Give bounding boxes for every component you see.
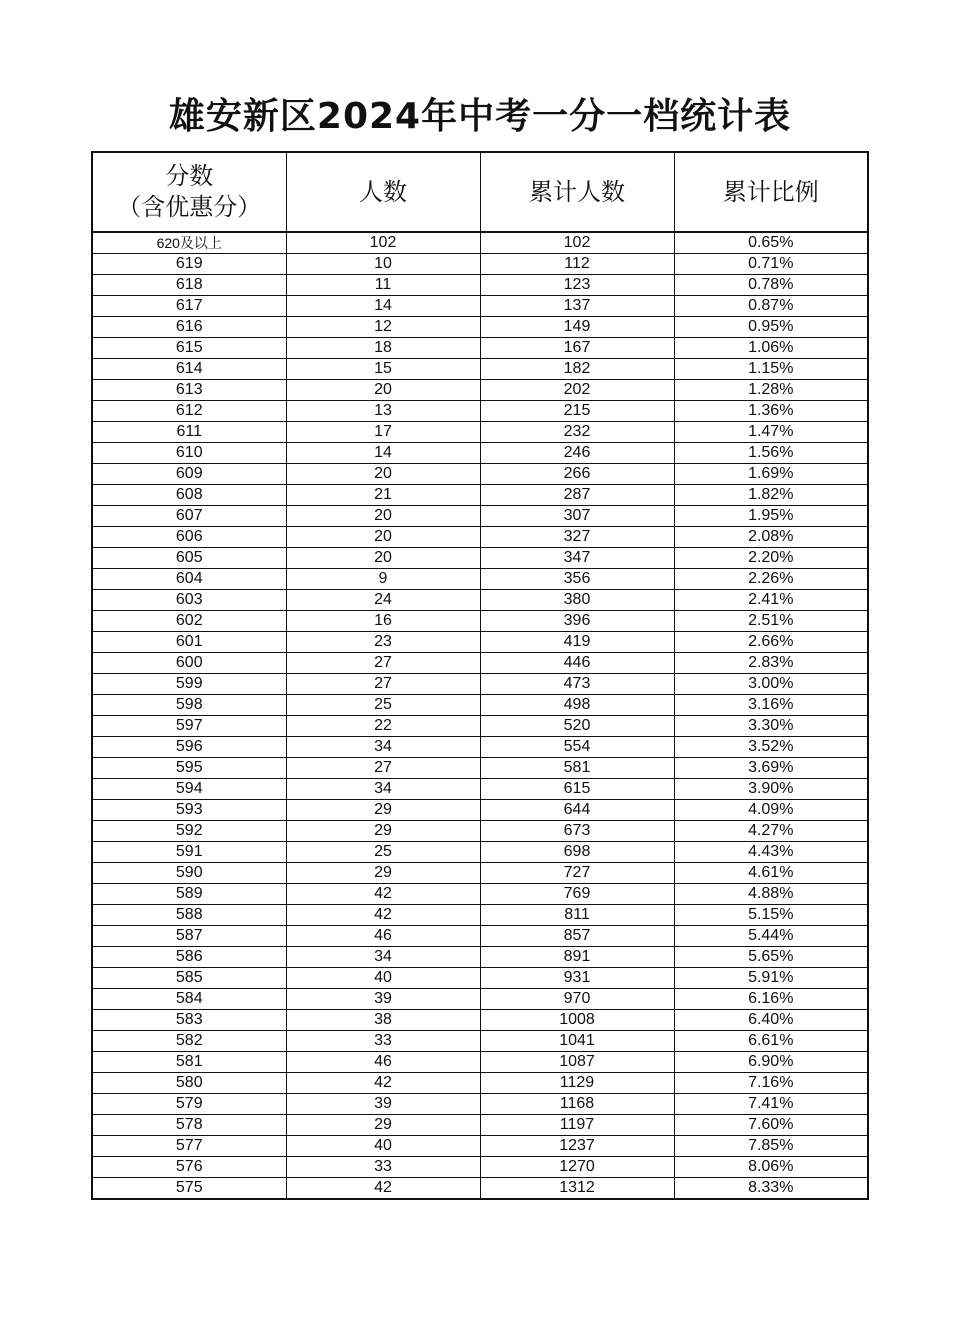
table-row	[92, 947, 868, 968]
cumulative-count-cell: 419	[480, 632, 674, 653]
cumulative-ratio-cell: 6.90%	[674, 1052, 868, 1073]
cumulative-count-cell: 182	[480, 359, 674, 380]
count-cell: 27	[286, 758, 480, 779]
count-cell: 23	[286, 632, 480, 653]
table-row	[92, 443, 868, 464]
header-score-label: 分数	[165, 162, 214, 190]
score-cell: 617	[92, 296, 286, 317]
cumulative-count-cell: 102	[480, 232, 674, 254]
table-row	[92, 821, 868, 842]
score-cell: 585	[92, 968, 286, 989]
cumulative-ratio-cell: 3.69%	[674, 758, 868, 779]
cumulative-count-cell: 347	[480, 548, 674, 569]
cumulative-ratio-cell: 2.26%	[674, 569, 868, 590]
cumulative-ratio-cell: 7.41%	[674, 1094, 868, 1115]
table-row	[92, 842, 868, 863]
count-cell: 40	[286, 1136, 480, 1157]
table-row	[92, 359, 868, 380]
count-cell: 29	[286, 821, 480, 842]
cumulative-ratio-cell: 4.27%	[674, 821, 868, 842]
cumulative-ratio-cell: 3.52%	[674, 737, 868, 758]
count-cell: 39	[286, 1094, 480, 1115]
score-cell: 596	[92, 737, 286, 758]
cumulative-count-cell: 1041	[480, 1031, 674, 1052]
table-row	[92, 401, 868, 422]
cumulative-count-cell: 446	[480, 653, 674, 674]
table-row	[92, 1010, 868, 1031]
cumulative-ratio-cell: 4.61%	[674, 863, 868, 884]
cumulative-count-cell: 1129	[480, 1073, 674, 1094]
score-cell: 581	[92, 1052, 286, 1073]
table-row	[92, 632, 868, 653]
table-row	[92, 1094, 868, 1115]
score-cell: 614	[92, 359, 286, 380]
cumulative-count-cell: 266	[480, 464, 674, 485]
cumulative-count-cell: 520	[480, 716, 674, 737]
cumulative-ratio-cell: 4.43%	[674, 842, 868, 863]
header-count: 人数	[286, 152, 480, 232]
table-row	[92, 716, 868, 737]
score-cell: 587	[92, 926, 286, 947]
cumulative-ratio-cell: 5.44%	[674, 926, 868, 947]
cumulative-ratio-cell: 3.90%	[674, 779, 868, 800]
count-cell: 40	[286, 968, 480, 989]
count-cell: 29	[286, 1115, 480, 1136]
score-cell: 591	[92, 842, 286, 863]
count-cell: 102	[286, 232, 480, 254]
cumulative-count-cell: 857	[480, 926, 674, 947]
cumulative-ratio-cell: 1.28%	[674, 380, 868, 401]
count-cell: 13	[286, 401, 480, 422]
cumulative-ratio-cell: 8.33%	[674, 1178, 868, 1200]
count-cell: 42	[286, 1178, 480, 1200]
cumulative-ratio-cell: 5.91%	[674, 968, 868, 989]
score-cell: 598	[92, 695, 286, 716]
cumulative-count-cell: 396	[480, 611, 674, 632]
count-cell: 46	[286, 926, 480, 947]
table-row	[92, 611, 868, 632]
cumulative-ratio-cell: 1.15%	[674, 359, 868, 380]
cumulative-count-cell: 727	[480, 863, 674, 884]
cumulative-ratio-cell: 3.16%	[674, 695, 868, 716]
count-cell: 12	[286, 317, 480, 338]
count-cell: 34	[286, 779, 480, 800]
count-cell: 15	[286, 359, 480, 380]
cumulative-count-cell: 769	[480, 884, 674, 905]
table-row	[92, 1073, 868, 1094]
score-distribution-table	[91, 151, 869, 1200]
cumulative-ratio-cell: 5.65%	[674, 947, 868, 968]
table-row	[92, 800, 868, 821]
cumulative-count-cell: 615	[480, 779, 674, 800]
cumulative-ratio-cell: 1.69%	[674, 464, 868, 485]
score-cell: 580	[92, 1073, 286, 1094]
cumulative-ratio-cell: 0.78%	[674, 275, 868, 296]
count-cell: 20	[286, 527, 480, 548]
count-cell: 38	[286, 1010, 480, 1031]
table-row	[92, 758, 868, 779]
table-row	[92, 905, 868, 926]
score-cell: 593	[92, 800, 286, 821]
cumulative-ratio-cell: 2.20%	[674, 548, 868, 569]
count-cell: 14	[286, 296, 480, 317]
score-cell: 584	[92, 989, 286, 1010]
header-cumulative-ratio: 累计比例	[674, 152, 868, 232]
score-cell: 613	[92, 380, 286, 401]
cumulative-count-cell: 327	[480, 527, 674, 548]
cumulative-count-cell: 1312	[480, 1178, 674, 1200]
score-cell: 620及以上	[92, 232, 286, 254]
cumulative-ratio-cell: 1.06%	[674, 338, 868, 359]
cumulative-ratio-cell: 7.16%	[674, 1073, 868, 1094]
table-row	[92, 296, 868, 317]
count-cell: 21	[286, 485, 480, 506]
table-row	[92, 338, 868, 359]
cumulative-count-cell: 931	[480, 968, 674, 989]
cumulative-ratio-cell: 4.09%	[674, 800, 868, 821]
cumulative-count-cell: 1008	[480, 1010, 674, 1031]
count-cell: 27	[286, 674, 480, 695]
cumulative-ratio-cell: 1.36%	[674, 401, 868, 422]
cumulative-ratio-cell: 8.06%	[674, 1157, 868, 1178]
cumulative-count-cell: 673	[480, 821, 674, 842]
score-cell: 607	[92, 506, 286, 527]
cumulative-ratio-cell: 1.95%	[674, 506, 868, 527]
cumulative-count-cell: 498	[480, 695, 674, 716]
cumulative-count-cell: 167	[480, 338, 674, 359]
score-cell: 588	[92, 905, 286, 926]
cumulative-ratio-cell: 0.71%	[674, 254, 868, 275]
cumulative-ratio-cell: 6.61%	[674, 1031, 868, 1052]
count-cell: 20	[286, 464, 480, 485]
table-row	[92, 422, 868, 443]
table-row	[92, 989, 868, 1010]
score-cell: 616	[92, 317, 286, 338]
table-row	[92, 1031, 868, 1052]
score-cell: 599	[92, 674, 286, 695]
cumulative-count-cell: 246	[480, 443, 674, 464]
table-row	[92, 569, 868, 590]
header-score-note: （含优惠分）	[117, 193, 262, 221]
cumulative-ratio-cell: 7.60%	[674, 1115, 868, 1136]
cumulative-ratio-cell: 1.82%	[674, 485, 868, 506]
table-row	[92, 548, 868, 569]
table-row	[92, 863, 868, 884]
count-cell: 22	[286, 716, 480, 737]
page-title: 雄安新区2024年中考一分一档统计表	[168, 96, 792, 138]
cumulative-count-cell: 202	[480, 380, 674, 401]
score-cell: 618	[92, 275, 286, 296]
cumulative-count-cell: 287	[480, 485, 674, 506]
count-cell: 20	[286, 548, 480, 569]
table-row	[92, 317, 868, 338]
cumulative-ratio-cell: 1.56%	[674, 443, 868, 464]
cumulative-count-cell: 1270	[480, 1157, 674, 1178]
cumulative-ratio-cell: 2.41%	[674, 590, 868, 611]
table-row	[92, 779, 868, 800]
table-row	[92, 737, 868, 758]
score-cell: 592	[92, 821, 286, 842]
cumulative-count-cell: 307	[480, 506, 674, 527]
cumulative-ratio-cell: 2.08%	[674, 527, 868, 548]
score-cell: 610	[92, 443, 286, 464]
count-cell: 11	[286, 275, 480, 296]
score-cell: 602	[92, 611, 286, 632]
cumulative-count-cell: 811	[480, 905, 674, 926]
score-cell: 604	[92, 569, 286, 590]
count-cell: 42	[286, 905, 480, 926]
score-cell: 609	[92, 464, 286, 485]
count-cell: 10	[286, 254, 480, 275]
score-cell: 601	[92, 632, 286, 653]
cumulative-ratio-cell: 0.65%	[674, 232, 868, 254]
count-cell: 24	[286, 590, 480, 611]
table-row	[92, 380, 868, 401]
count-cell: 14	[286, 443, 480, 464]
cumulative-ratio-cell: 7.85%	[674, 1136, 868, 1157]
score-cell: 605	[92, 548, 286, 569]
score-cell: 612	[92, 401, 286, 422]
count-cell: 29	[286, 800, 480, 821]
score-cell: 615	[92, 338, 286, 359]
score-cell: 611	[92, 422, 286, 443]
table-row	[92, 653, 868, 674]
cumulative-ratio-cell: 5.15%	[674, 905, 868, 926]
cumulative-ratio-cell: 3.00%	[674, 674, 868, 695]
table-row	[92, 695, 868, 716]
score-cell: 608	[92, 485, 286, 506]
score-cell: 590	[92, 863, 286, 884]
score-cell: 577	[92, 1136, 286, 1157]
cumulative-count-cell: 1197	[480, 1115, 674, 1136]
table-row	[92, 485, 868, 506]
cumulative-count-cell: 232	[480, 422, 674, 443]
score-cell: 578	[92, 1115, 286, 1136]
score-cell: 600	[92, 653, 286, 674]
cumulative-ratio-cell: 0.95%	[674, 317, 868, 338]
cumulative-count-cell: 891	[480, 947, 674, 968]
table-row	[92, 1136, 868, 1157]
count-cell: 25	[286, 842, 480, 863]
cumulative-count-cell: 644	[480, 800, 674, 821]
cumulative-ratio-cell: 2.51%	[674, 611, 868, 632]
count-cell: 46	[286, 1052, 480, 1073]
score-cell: 576	[92, 1157, 286, 1178]
header-cumulative-count: 累计人数	[480, 152, 674, 232]
table-row	[92, 464, 868, 485]
cumulative-count-cell: 123	[480, 275, 674, 296]
count-cell: 20	[286, 380, 480, 401]
score-cell: 606	[92, 527, 286, 548]
score-cell: 597	[92, 716, 286, 737]
cumulative-ratio-cell: 3.30%	[674, 716, 868, 737]
cumulative-count-cell: 581	[480, 758, 674, 779]
cumulative-ratio-cell: 6.40%	[674, 1010, 868, 1031]
cumulative-count-cell: 137	[480, 296, 674, 317]
table-row	[92, 254, 868, 275]
score-cell: 595	[92, 758, 286, 779]
cumulative-count-cell: 1087	[480, 1052, 674, 1073]
table-body	[92, 232, 868, 1199]
count-cell: 33	[286, 1031, 480, 1052]
header-score	[92, 152, 286, 232]
table-row	[92, 232, 868, 254]
table-row	[92, 1157, 868, 1178]
cumulative-count-cell: 473	[480, 674, 674, 695]
cumulative-ratio-cell: 2.83%	[674, 653, 868, 674]
cumulative-count-cell: 554	[480, 737, 674, 758]
count-cell: 27	[286, 653, 480, 674]
count-cell: 34	[286, 737, 480, 758]
table-header-row	[92, 152, 868, 232]
table-row	[92, 590, 868, 611]
count-cell: 39	[286, 989, 480, 1010]
cumulative-count-cell: 149	[480, 317, 674, 338]
cumulative-count-cell: 970	[480, 989, 674, 1010]
count-cell: 16	[286, 611, 480, 632]
table-row	[92, 1052, 868, 1073]
score-cell: 579	[92, 1094, 286, 1115]
table-row	[92, 506, 868, 527]
count-cell: 29	[286, 863, 480, 884]
cumulative-count-cell: 215	[480, 401, 674, 422]
score-cell: 594	[92, 779, 286, 800]
score-cell: 586	[92, 947, 286, 968]
table-row	[92, 275, 868, 296]
score-cell: 575	[92, 1178, 286, 1200]
count-cell: 42	[286, 884, 480, 905]
count-cell: 9	[286, 569, 480, 590]
count-cell: 25	[286, 695, 480, 716]
cumulative-ratio-cell: 2.66%	[674, 632, 868, 653]
table-row	[92, 1178, 868, 1200]
count-cell: 20	[286, 506, 480, 527]
count-cell: 34	[286, 947, 480, 968]
count-cell: 42	[286, 1073, 480, 1094]
score-cell: 582	[92, 1031, 286, 1052]
table-row	[92, 527, 868, 548]
cumulative-ratio-cell: 6.16%	[674, 989, 868, 1010]
cumulative-count-cell: 1237	[480, 1136, 674, 1157]
cumulative-count-cell: 698	[480, 842, 674, 863]
cumulative-count-cell: 356	[480, 569, 674, 590]
score-cell: 619	[92, 254, 286, 275]
table-row	[92, 884, 868, 905]
cumulative-ratio-cell: 0.87%	[674, 296, 868, 317]
table-row	[92, 926, 868, 947]
cumulative-count-cell: 1168	[480, 1094, 674, 1115]
cumulative-count-cell: 112	[480, 254, 674, 275]
count-cell: 17	[286, 422, 480, 443]
count-cell: 33	[286, 1157, 480, 1178]
count-cell: 18	[286, 338, 480, 359]
table-row	[92, 674, 868, 695]
score-cell: 589	[92, 884, 286, 905]
table-row	[92, 968, 868, 989]
table-row	[92, 1115, 868, 1136]
cumulative-ratio-cell: 4.88%	[674, 884, 868, 905]
cumulative-ratio-cell: 1.47%	[674, 422, 868, 443]
cumulative-count-cell: 380	[480, 590, 674, 611]
score-cell: 583	[92, 1010, 286, 1031]
score-cell: 603	[92, 590, 286, 611]
